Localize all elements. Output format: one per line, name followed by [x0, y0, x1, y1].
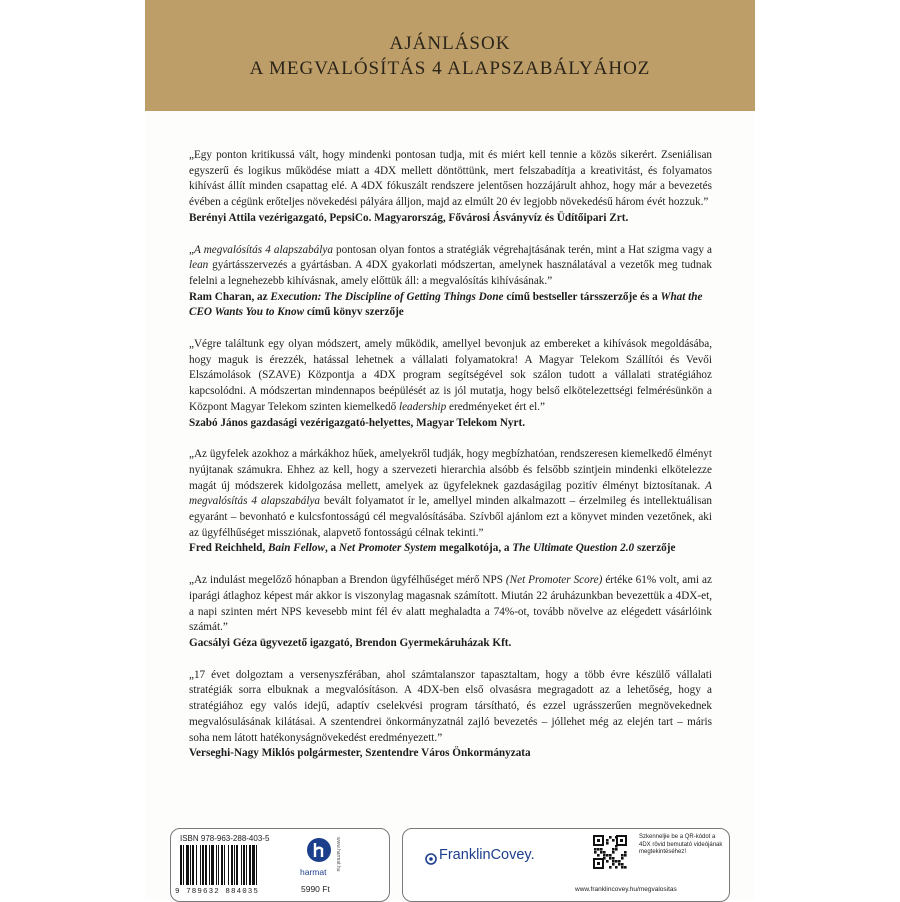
quote-author: Ram Charan, az Execution: The Discipline of Getting Things Done című bestseller társszerzője és a What the CEO Wants You to Know című könyv szerzője [189, 290, 703, 319]
quote-author: Fred Reichheld, Bain Fellow, a Net Promoter System megalkotója, a The Ultimate Question 2.0 szerzője [189, 542, 676, 555]
publisher-url: www.harmat.hu [335, 837, 341, 872]
barcode-icon [180, 845, 284, 885]
quote-text: „Az ügyfelek azokhoz a márkákhoz hűek, amelyekről tudják, hogy megbízhatóan, rendszeresen kiemelkedő élményt nyújtanak számukra. Ehhez az kell, hogy a szervezeti hierarchia alsóbb és felsőbb szintjein mindenki elkötelezze magát új módszerek kidolgozása mellett, amelyek az ügyfeleknek gazdaságilag pozitív élményt biztosítanak. A megvalósítás 4 alapszabálya bevált folyamatot ír le, amellyel minden alkalmazott – érzelmileg és intellektuálisan egyaránt – bevonható e kulcsfontosságú cél megvalósításába. Szívből ajánlom ezt a könyvet minden vezetőnek, aki az ügyfélhűséget missziónak, alapvető fontosságú célnak tekinti.” [189, 448, 712, 539]
quote-author: Gacsályi Géza ügyvezető igazgató, Brendon Gyermekáruházak Kft. [189, 636, 512, 649]
testimonial [189, 573, 712, 652]
testimonial [189, 243, 712, 322]
isbn-label: ISBN 978-963-288-403-5 [180, 834, 270, 843]
header-line-1: AJÁNLÁSOK [389, 32, 511, 54]
franklincovey-brand: FranklinCovey. [439, 847, 535, 863]
quote-text: „Egy ponton kritikussá vált, hogy mindenki pontosan tudja, mit és miért kell tennie a közös sikerért. Zseniálisan egyszerű és logikus működése miatt a 4DX mellett döntöttünk, mert felszabadítja a kreativitást, és folyamatos kihívást állít minden csapattag elé. A 4DX fókuszált rendszere jelentősen hozzájárult ahhoz, hogy már a bevezetés évében a cégünk erőteljes növekedési pályára álljon, majd az elmúlt 20 év legjobb növekedésű három évét hozzuk.” [189, 149, 712, 209]
harmat-logo-icon [306, 837, 332, 863]
testimonials [189, 148, 712, 778]
testimonial [189, 148, 712, 227]
barcode-number: 9 789632 884035 [175, 888, 260, 896]
header-banner [145, 0, 755, 111]
testimonial [189, 668, 712, 762]
quote-text: „Az indulást megelőző hónapban a Brendon ügyfélhűséget mérő NPS (Net Promoter Score) értéke 61% volt, ami az iparági átlaghoz képest már akkor is viszonylag magasnak számított. Miután 22 áruházunkban bevezettük a 4DX-et, a napi szinten mért NPS kevesebb mint fél év alatt meghaladta a 74%-ot, tovább növelve az elégedett vásárlóink számát.” [189, 574, 712, 634]
testimonial [189, 447, 712, 557]
quote-text: „A megvalósítás 4 alapszabálya pontosan olyan fontos a stratégiák végrehajtásának terén, mint a Hat szigma vagy a lean gyártásszervezés a gyártásban. A 4DX gyakorlati módszertan, amelynek használatával a vezetők meg tudnak felelni a legnehezebb kihívásnak, amely előttük áll: a megvalósítás kihívásának.” [189, 243, 712, 287]
quote-author: Berényi Attila vezérigazgató, PepsiCo. Magyarország, Fővárosi Ásványvíz és Üdítőipari Zrt. [189, 211, 629, 224]
cover-footer [170, 826, 730, 900]
barcode-box [170, 828, 390, 902]
franklincovey-logo-icon [425, 853, 437, 865]
quote-author: Verseghi-Nagy Miklós polgármester, Szentendre Város Önkormányzata [189, 747, 531, 760]
quote-author: Szabó János gazdasági vezérigazgató-helyettes, Magyar Telekom Nyrt. [189, 416, 525, 429]
franklincovey-url: www.franklincovey.hu/megvalositas [575, 886, 677, 893]
header-line-2: A MEGVALÓSÍTÁS 4 ALAPSZABÁLYÁHOZ [249, 57, 651, 79]
publisher-name: harmat [300, 867, 327, 877]
qr-code-icon [593, 835, 627, 869]
testimonial [189, 337, 712, 431]
quote-text: „Végre találtunk egy olyan módszert, amely működik, amellyel bevonjuk az embereket a kihívások megoldásába, hogy maguk is érezzék, hatással lehetnek a vállalati folyamatokra! A Magyar Telekom Szállítói és Vevői Elszámolások (SZAVE) Központja a 4DX program segítségével sok szálon tudott a vállalati stratégiához kapcsolódni. A módszertan mindennapos beépülését az is jól mutatja, hogy belső elkötelezettségi felmérésünkön a Központ Magyar Telekom szinten kiemelkedő leadership eredményeket ért el.” [189, 338, 712, 413]
qr-instruction: Szkenneljie be a QR-kódot a 4DX rövid bemutató videójának megtekintéséhez! [639, 834, 723, 856]
price-label: 5990 Ft [301, 884, 330, 894]
quote-text: „17 évet dolgoztam a versenyszférában, ahol számtalanszor tapasztaltam, hogy a több évre készülő vállalati stratégiák sorra elbuknak a megvalósításon. A 4DX-ben első olvasásra megragadott az a lehetőség, hogy a stratégiához egy valós idejű, adaptív cselekvési program társítható, és ezzel ugrásszerűen megnövekednek megvalósulásának kilátásai. A szentendrei önkormányzatnál zajló bevezetés – jóllehet még az elején tart – máris soha nem látott hatékonyságnövekedést eredményezett.” [189, 668, 712, 744]
franklincovey-box [402, 828, 730, 902]
